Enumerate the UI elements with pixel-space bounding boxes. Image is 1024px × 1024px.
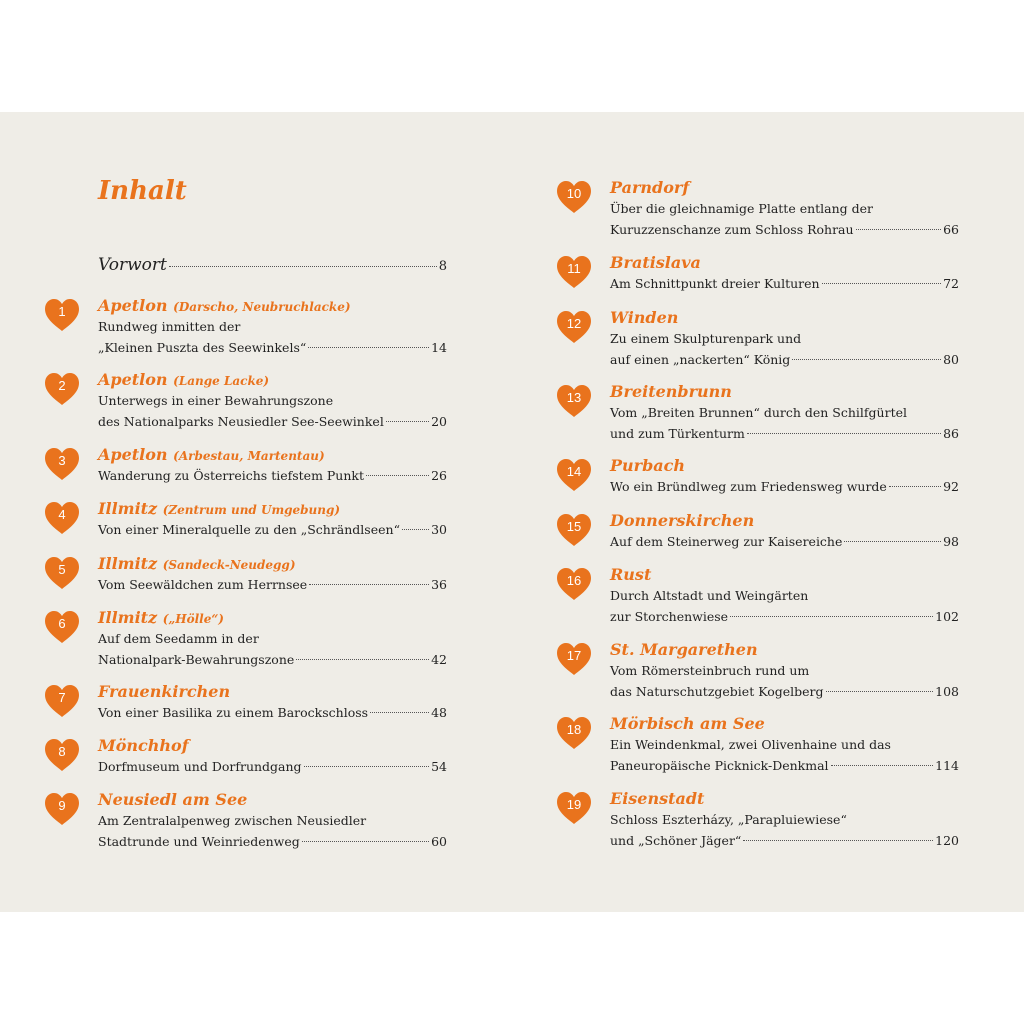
entry-subtitle: (Arbestau, Martentau) bbox=[173, 449, 325, 463]
entry-title bbox=[98, 608, 224, 629]
entry-subtitle: (Zentrum und Umgebung) bbox=[162, 503, 341, 517]
entry-title-main: Neusiedl am See bbox=[98, 790, 248, 809]
heart-icon bbox=[42, 683, 82, 719]
heart-icon bbox=[42, 555, 82, 591]
heart-icon bbox=[42, 500, 82, 536]
heart-icon bbox=[554, 457, 594, 493]
heart-icon bbox=[42, 737, 82, 773]
entry-description-line bbox=[610, 810, 959, 830]
entry-page-number: 54 bbox=[431, 759, 447, 774]
entry-title bbox=[610, 253, 701, 273]
entry-description: Von einer Basilika zu einem Barockschloss bbox=[98, 705, 369, 720]
dot-leader bbox=[302, 841, 429, 842]
entry-page-number: 48 bbox=[431, 705, 447, 720]
heart-icon bbox=[554, 383, 594, 419]
entry-description-line bbox=[610, 586, 959, 606]
dot-leader bbox=[296, 659, 429, 660]
entry-title-main: Mönchhof bbox=[98, 736, 189, 755]
entry-description-page-line bbox=[98, 650, 447, 670]
entry-title-main: Rust bbox=[610, 565, 652, 584]
entry-description: auf einen „nackerten“ König bbox=[610, 352, 791, 367]
dot-leader bbox=[308, 347, 429, 348]
entry-description: Vom Seewäldchen zum Herrnsee bbox=[98, 577, 308, 592]
entry-number: 14 bbox=[566, 464, 582, 479]
entry-number: 16 bbox=[566, 573, 582, 588]
entry-description: Vom Römersteinbruch rund um bbox=[610, 663, 810, 678]
entry-title-main: Parndorf bbox=[610, 178, 690, 197]
entry-description-page-line bbox=[610, 274, 959, 294]
entry-description-page-line bbox=[98, 338, 447, 358]
dot-leader bbox=[844, 541, 941, 542]
entry-page-number: 36 bbox=[431, 577, 447, 592]
entry-title bbox=[610, 789, 704, 809]
entry-description: und zum Türkenturm bbox=[610, 426, 745, 441]
entry-number: 2 bbox=[58, 378, 66, 393]
entry-title-main: Illmitz bbox=[98, 554, 158, 573]
entry-number: 17 bbox=[566, 648, 582, 663]
entry-description-page-line bbox=[610, 424, 959, 444]
heart-icon bbox=[554, 715, 594, 751]
entry-description: Stadtrunde und Weinriedenweg bbox=[98, 834, 300, 849]
entry-page-number: 20 bbox=[431, 414, 447, 429]
heart-icon bbox=[554, 512, 594, 548]
heart-icon bbox=[42, 371, 82, 407]
entry-title bbox=[610, 456, 685, 476]
entry-title-main: Illmitz bbox=[98, 608, 158, 627]
entry-page-number: 80 bbox=[943, 352, 959, 367]
entry-title-main: St. Margarethen bbox=[610, 640, 758, 659]
entry-subtitle: (Lange Lacke) bbox=[173, 374, 270, 388]
entry-description: Unterwegs in einer Bewahrungszone bbox=[98, 393, 334, 408]
entry-description-page-line bbox=[610, 682, 959, 702]
entry-number: 11 bbox=[567, 261, 581, 276]
entry-title bbox=[98, 736, 189, 756]
entry-description-page-line bbox=[98, 703, 447, 723]
entry-title bbox=[98, 296, 351, 317]
heart-icon bbox=[42, 791, 82, 827]
entry-description: Nationalpark-Bewahrungszone bbox=[98, 652, 295, 667]
entry-number: 8 bbox=[58, 744, 66, 759]
entry-title bbox=[98, 499, 340, 520]
entry-title bbox=[610, 511, 754, 531]
entry-title-main: Donnerskirchen bbox=[610, 511, 755, 530]
entry-description-page-line bbox=[98, 466, 447, 486]
entry-title-main: Breitenbrunn bbox=[610, 382, 732, 401]
entry-description: Am Schnittpunkt dreier Kulturen bbox=[610, 276, 820, 291]
entry-description: Ein Weindenkmal, zwei Olivenhaine und das bbox=[610, 737, 891, 752]
entry-description-page-line bbox=[610, 831, 959, 851]
entry-description-page-line bbox=[98, 575, 447, 595]
entry-number: 5 bbox=[58, 562, 66, 577]
entry-description: Von einer Mineralquelle zu den „Schrändlseen“ bbox=[98, 522, 400, 537]
entry-subtitle: (Darscho, Neubruchlacke) bbox=[173, 300, 351, 314]
heart-icon bbox=[42, 446, 82, 482]
dot-leader bbox=[309, 584, 429, 585]
entry-title-main: Apetlon bbox=[98, 296, 168, 315]
heart-icon bbox=[554, 254, 594, 290]
entry-title bbox=[98, 790, 247, 810]
vorwort-label: Vorwort bbox=[98, 255, 167, 275]
entry-number: 10 bbox=[566, 186, 582, 201]
page-title: Inhalt bbox=[98, 176, 187, 206]
dot-leader bbox=[822, 283, 942, 284]
entry-title bbox=[98, 682, 230, 702]
entry-description-page-line bbox=[98, 412, 447, 432]
entry-description: Auf dem Steinerweg zur Kaisereiche bbox=[610, 534, 843, 549]
entry-page-number: 108 bbox=[935, 684, 959, 699]
entry-title-main: Apetlon bbox=[98, 370, 168, 389]
heart-icon bbox=[554, 309, 594, 345]
dot-leader bbox=[792, 359, 941, 360]
entry-description-line bbox=[98, 391, 447, 411]
entry-number: 15 bbox=[566, 519, 582, 534]
entry-description-page-line bbox=[98, 757, 447, 777]
entry-description: und „Schöner Jäger“ bbox=[610, 833, 742, 848]
entry-page-number: 60 bbox=[431, 834, 447, 849]
dot-leader bbox=[730, 616, 933, 617]
entry-number: 9 bbox=[58, 798, 66, 813]
entry-description-page-line bbox=[98, 832, 447, 852]
entry-title bbox=[610, 640, 758, 660]
entry-title bbox=[98, 370, 269, 391]
entry-title-main: Winden bbox=[610, 308, 679, 327]
dot-leader bbox=[386, 421, 429, 422]
entry-description: Über die gleichnamige Platte entlang der bbox=[610, 201, 874, 216]
entry-page-number: 66 bbox=[943, 222, 959, 237]
entry-description-page-line bbox=[98, 520, 447, 540]
entry-page-number: 102 bbox=[935, 609, 959, 624]
entry-number: 19 bbox=[566, 797, 582, 812]
entry-description: Zu einem Skulpturenpark und bbox=[610, 331, 802, 346]
entry-description-page-line bbox=[610, 532, 959, 552]
entry-title-main: Purbach bbox=[610, 456, 686, 475]
dot-leader bbox=[366, 475, 429, 476]
entry-page-number: 92 bbox=[943, 479, 959, 494]
entry-description: Auf dem Seedamm in der bbox=[98, 631, 259, 646]
toc-entry-vorwort[interactable] bbox=[98, 255, 447, 279]
entry-description-line bbox=[610, 735, 959, 755]
dot-leader bbox=[402, 529, 429, 530]
entry-subtitle: („Hölle“) bbox=[162, 612, 224, 626]
entry-description-line bbox=[610, 329, 959, 349]
entry-description: Schloss Eszterházy, „Parapluiewiese“ bbox=[610, 812, 847, 827]
entry-page-number: 72 bbox=[943, 276, 959, 291]
dot-leader bbox=[831, 765, 934, 766]
entry-number: 4 bbox=[58, 507, 66, 522]
entry-description-page-line bbox=[610, 477, 959, 497]
entry-page-number: 42 bbox=[431, 652, 447, 667]
entry-title bbox=[98, 554, 296, 575]
heart-icon bbox=[42, 609, 82, 645]
dot-leader bbox=[826, 691, 934, 692]
entry-description: Dorfmuseum und Dorfrundgang bbox=[98, 759, 302, 774]
dot-leader bbox=[856, 229, 942, 230]
dot-leader bbox=[889, 486, 941, 487]
entry-title-main: Bratislava bbox=[610, 253, 701, 272]
entry-number: 6 bbox=[58, 616, 66, 631]
entry-title bbox=[98, 445, 325, 466]
entry-title-main: Apetlon bbox=[98, 445, 168, 464]
entry-description: Wanderung zu Österreichs tiefstem Punkt bbox=[98, 468, 365, 483]
entry-title-main: Eisenstadt bbox=[610, 789, 705, 808]
entry-page-number: 26 bbox=[431, 468, 447, 483]
entry-description-page-line bbox=[610, 607, 959, 627]
entry-description-page-line bbox=[610, 756, 959, 776]
entry-title bbox=[610, 178, 689, 198]
heart-icon bbox=[554, 641, 594, 677]
entry-description: „Kleinen Puszta des Seewinkels“ bbox=[98, 340, 307, 355]
entry-number: 18 bbox=[566, 722, 582, 737]
dot-leader bbox=[743, 840, 933, 841]
entry-description: Kuruzzenschanze zum Schloss Rohrau bbox=[610, 222, 854, 237]
entry-description: Durch Altstadt und Weingärten bbox=[610, 588, 809, 603]
entry-page-number: 98 bbox=[943, 534, 959, 549]
dot-leader bbox=[304, 766, 430, 767]
entry-description: Am Zentralalpenweg zwischen Neusiedler bbox=[98, 813, 367, 828]
entry-number: 7 bbox=[58, 690, 66, 705]
entry-description: Wo ein Bründlweg zum Friedensweg wurde bbox=[610, 479, 887, 494]
entry-page-number: 114 bbox=[935, 758, 959, 773]
dot-leader bbox=[169, 266, 437, 267]
entry-page-number: 14 bbox=[431, 340, 447, 355]
entry-title bbox=[610, 565, 651, 585]
entry-number: 1 bbox=[58, 304, 66, 319]
entry-description: Paneuropäische Picknick-Denkmal bbox=[610, 758, 829, 773]
entry-description: Rundweg inmitten der bbox=[98, 319, 241, 334]
entry-number: 12 bbox=[566, 316, 582, 331]
entry-description-line bbox=[610, 661, 959, 681]
entry-description-page-line bbox=[610, 220, 959, 240]
entry-page-number: 86 bbox=[943, 426, 959, 441]
entry-description-line bbox=[98, 317, 447, 337]
entry-title-main: Frauenkirchen bbox=[98, 682, 231, 701]
heart-icon bbox=[554, 790, 594, 826]
entry-number: 13 bbox=[566, 390, 582, 405]
entry-description-line bbox=[610, 199, 959, 219]
entry-page-number: 30 bbox=[431, 522, 447, 537]
entry-description-line bbox=[610, 403, 959, 423]
entry-description: das Naturschutzgebiet Kogelberg bbox=[610, 684, 824, 699]
entry-title-main: Mörbisch am See bbox=[610, 714, 765, 733]
heart-icon bbox=[554, 179, 594, 215]
entry-title-main: Illmitz bbox=[98, 499, 158, 518]
entry-title bbox=[610, 308, 678, 328]
entry-description-line bbox=[98, 811, 447, 831]
entry-description: zur Storchenwiese bbox=[610, 609, 729, 624]
heart-icon bbox=[554, 566, 594, 602]
entry-description: des Nationalparks Neusiedler See-Seewinkel bbox=[98, 414, 384, 429]
dot-leader bbox=[747, 433, 941, 434]
vorwort-page: 8 bbox=[438, 259, 447, 274]
dot-leader bbox=[370, 712, 429, 713]
entry-number: 3 bbox=[58, 453, 66, 468]
entry-subtitle: (Sandeck-Neudegg) bbox=[162, 558, 296, 572]
heart-icon bbox=[42, 297, 82, 333]
entry-description: Vom „Breiten Brunnen“ durch den Schilfgürtel bbox=[610, 405, 907, 420]
entry-title bbox=[610, 714, 765, 734]
entry-description-line bbox=[98, 629, 447, 649]
entry-description-page-line bbox=[610, 350, 959, 370]
entry-title bbox=[610, 382, 732, 402]
entry-page-number: 120 bbox=[935, 833, 959, 848]
